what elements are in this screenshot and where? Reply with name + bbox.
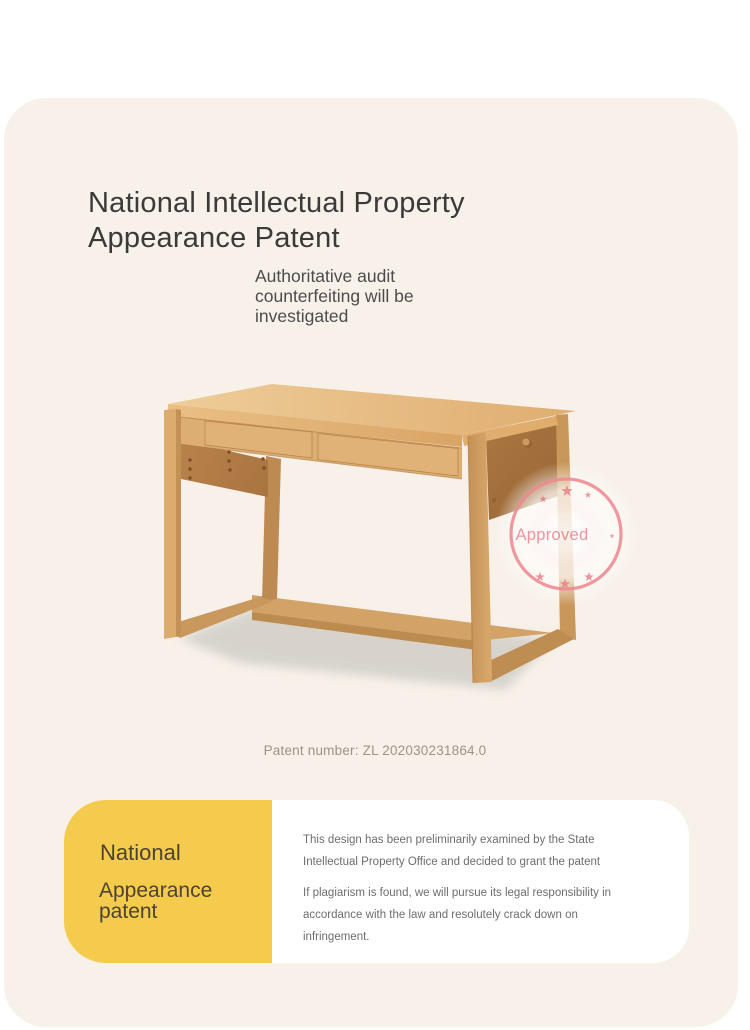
approved-stamp <box>494 462 638 606</box>
page-title-line2: Appearance Patent <box>88 222 340 254</box>
desk-photo <box>150 375 650 700</box>
patent-description-card <box>272 800 689 963</box>
description-paragraph-1: This design has been preliminarily examined by the State Intellectual Property Office and decided to grant the patent <box>303 834 601 868</box>
description-paragraph-2: If plagiarism is found, we will pursue its legal responsibility in accordance with the law and resolutely crack down on infringement. <box>303 887 612 943</box>
page-title-line1: National Intellectual Property <box>88 187 465 219</box>
badge-subtitle: Appearance patent <box>99 879 213 923</box>
page-subtitle: Authoritative audit counterfeiting will be investigated <box>255 266 414 326</box>
stamp-label: Approved <box>515 526 589 544</box>
patent-number: Patent number: ZL 202030231864.0 <box>263 743 487 758</box>
page-title <box>88 186 648 256</box>
badge-title: National <box>100 840 181 865</box>
national-patent-badge <box>64 800 272 963</box>
